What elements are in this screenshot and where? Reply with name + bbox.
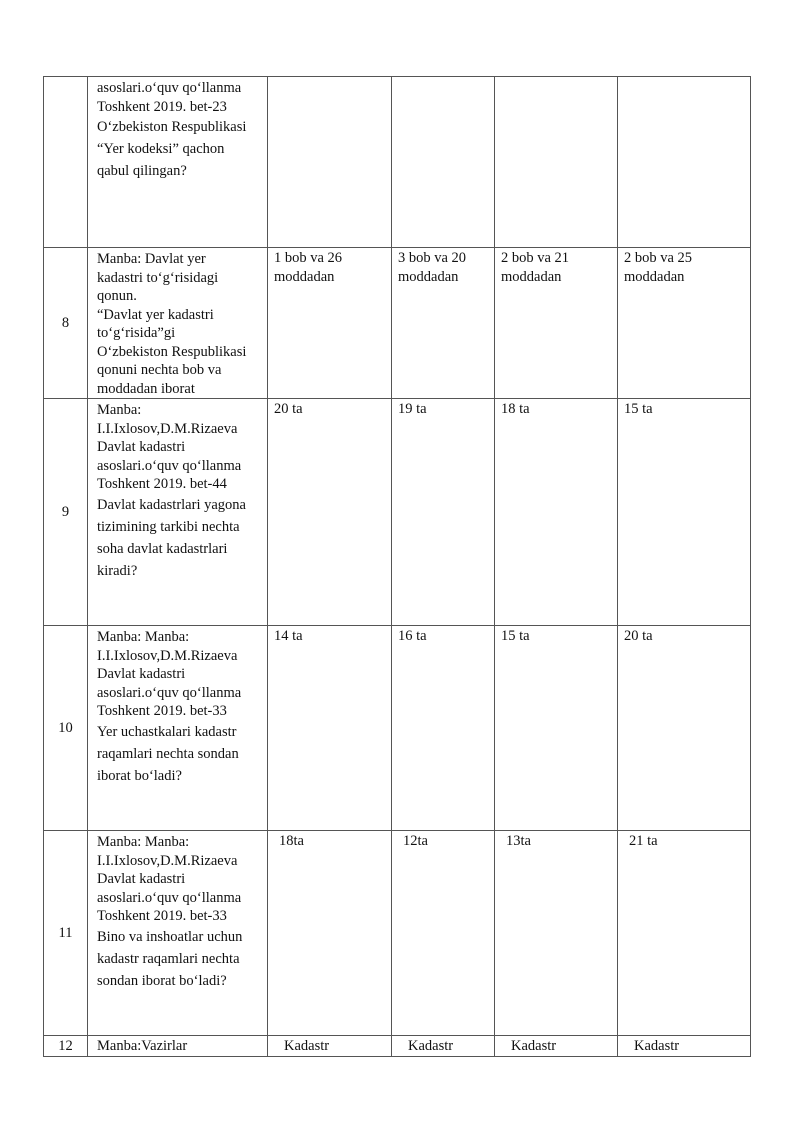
option-a [268, 77, 392, 248]
table-row [44, 248, 751, 399]
option-c: Kadastr [495, 1036, 618, 1057]
option-d: Kadastr [618, 1036, 751, 1057]
option-d: 20 ta [618, 626, 751, 831]
question-line: qonun. [97, 288, 137, 304]
option-b: 3 bob va 20 moddadan [392, 248, 495, 399]
question-line: Manba:Vazirlar [97, 1038, 188, 1054]
question-line: Toshkent 2019. bet-33 [97, 908, 227, 924]
question-line: Davlat kadastri [97, 871, 186, 887]
option-a: 18ta [268, 831, 392, 1036]
question-line: sondan iborat bo‘ladi? [97, 972, 227, 989]
question-line: “Yer kodeksi” qachon [97, 141, 225, 157]
question-line: qabul qilingan? [97, 163, 187, 179]
question-line: kiradi? [97, 562, 138, 579]
question-line: asoslari.o‘quv qo‘llanma [97, 457, 242, 474]
question-line: Toshkent 2019. bet-23 [97, 98, 227, 115]
table-row [44, 399, 751, 626]
question-line: Davlat kadastrlari yagona [97, 496, 246, 513]
question-line: asoslari.o‘quv qo‘llanma [97, 684, 242, 701]
table-row [44, 77, 751, 248]
question-line: kadastri to‘g‘risidagi [97, 269, 219, 286]
question-line: Manba: Davlat yer [97, 251, 206, 267]
question-line: Manba: Manba: [97, 834, 190, 850]
table-row [44, 626, 751, 831]
question-cell [88, 248, 268, 399]
option-b: Kadastr [392, 1036, 495, 1057]
option-d: 15 ta [618, 399, 751, 626]
row-number: 11 [44, 831, 88, 1036]
row-number: 9 [44, 399, 88, 626]
row-number [44, 77, 88, 248]
question-line: O‘zbekiston Respublikasi [97, 343, 247, 360]
option-d: 2 bob va 25 moddadan [618, 248, 751, 399]
option-b: 16 ta [392, 626, 495, 831]
row-number: 10 [44, 626, 88, 831]
option-c [495, 77, 618, 248]
question-line: to‘g‘risida”gi [97, 325, 176, 341]
option-a: 20 ta [268, 399, 392, 626]
question-line: I.I.Ixlosov,D.M.Rizaeva [97, 420, 238, 437]
question-line: asoslari.o‘quv qo‘llanma [97, 889, 242, 906]
question-cell [88, 399, 268, 626]
question-cell [88, 1036, 268, 1057]
question-line: tizimining tarkibi nechta [97, 518, 240, 535]
question-line: Toshkent 2019. bet-33 [97, 703, 227, 719]
question-line: Davlat kadastri [97, 439, 186, 455]
question-cell [88, 626, 268, 831]
option-a: 14 ta [268, 626, 392, 831]
question-line: Toshkent 2019. bet-44 [97, 476, 227, 492]
question-line: Manba: Manba: [97, 629, 190, 645]
option-a: Kadastr [268, 1036, 392, 1057]
option-c: 2 bob va 21 moddadan [495, 248, 618, 399]
question-cell [88, 831, 268, 1036]
option-c: 13ta [495, 831, 618, 1036]
question-line: Yer uchastkalari kadastr [97, 723, 237, 740]
option-b: 19 ta [392, 399, 495, 626]
question-line: raqamlari nechta sondan [97, 745, 239, 762]
option-d [618, 77, 751, 248]
question-line: soha davlat kadastrlari [97, 540, 228, 557]
question-line: iborat bo‘ladi? [97, 767, 182, 784]
question-line: qonuni nechta bob va [97, 362, 222, 378]
questions-table [43, 76, 751, 1057]
row-number: 8 [44, 248, 88, 399]
table-row [44, 831, 751, 1036]
question-line: moddadan iborat [97, 380, 195, 397]
table-row [44, 1036, 751, 1057]
question-line: Manba: [97, 402, 142, 418]
question-line: Bino va inshoatlar uchun [97, 928, 243, 945]
row-number: 12 [44, 1036, 88, 1057]
option-b: 12ta [392, 831, 495, 1036]
question-line: “Davlat yer kadastri [97, 306, 214, 323]
question-line: kadastr raqamlari nechta [97, 950, 240, 967]
option-c: 15 ta [495, 626, 618, 831]
question-line: I.I.Ixlosov,D.M.Rizaeva [97, 647, 238, 664]
question-line: Davlat kadastri [97, 666, 186, 682]
question-line: I.I.Ixlosov,D.M.Rizaeva [97, 852, 238, 869]
option-d: 21 ta [618, 831, 751, 1036]
option-c: 18 ta [495, 399, 618, 626]
question-cell [88, 77, 268, 248]
option-a: 1 bob va 26 moddadan [268, 248, 392, 399]
question-line: asoslari.o‘quv qo‘llanma [97, 80, 242, 96]
question-line: O‘zbekiston Respublikasi [97, 119, 247, 135]
option-b [392, 77, 495, 248]
